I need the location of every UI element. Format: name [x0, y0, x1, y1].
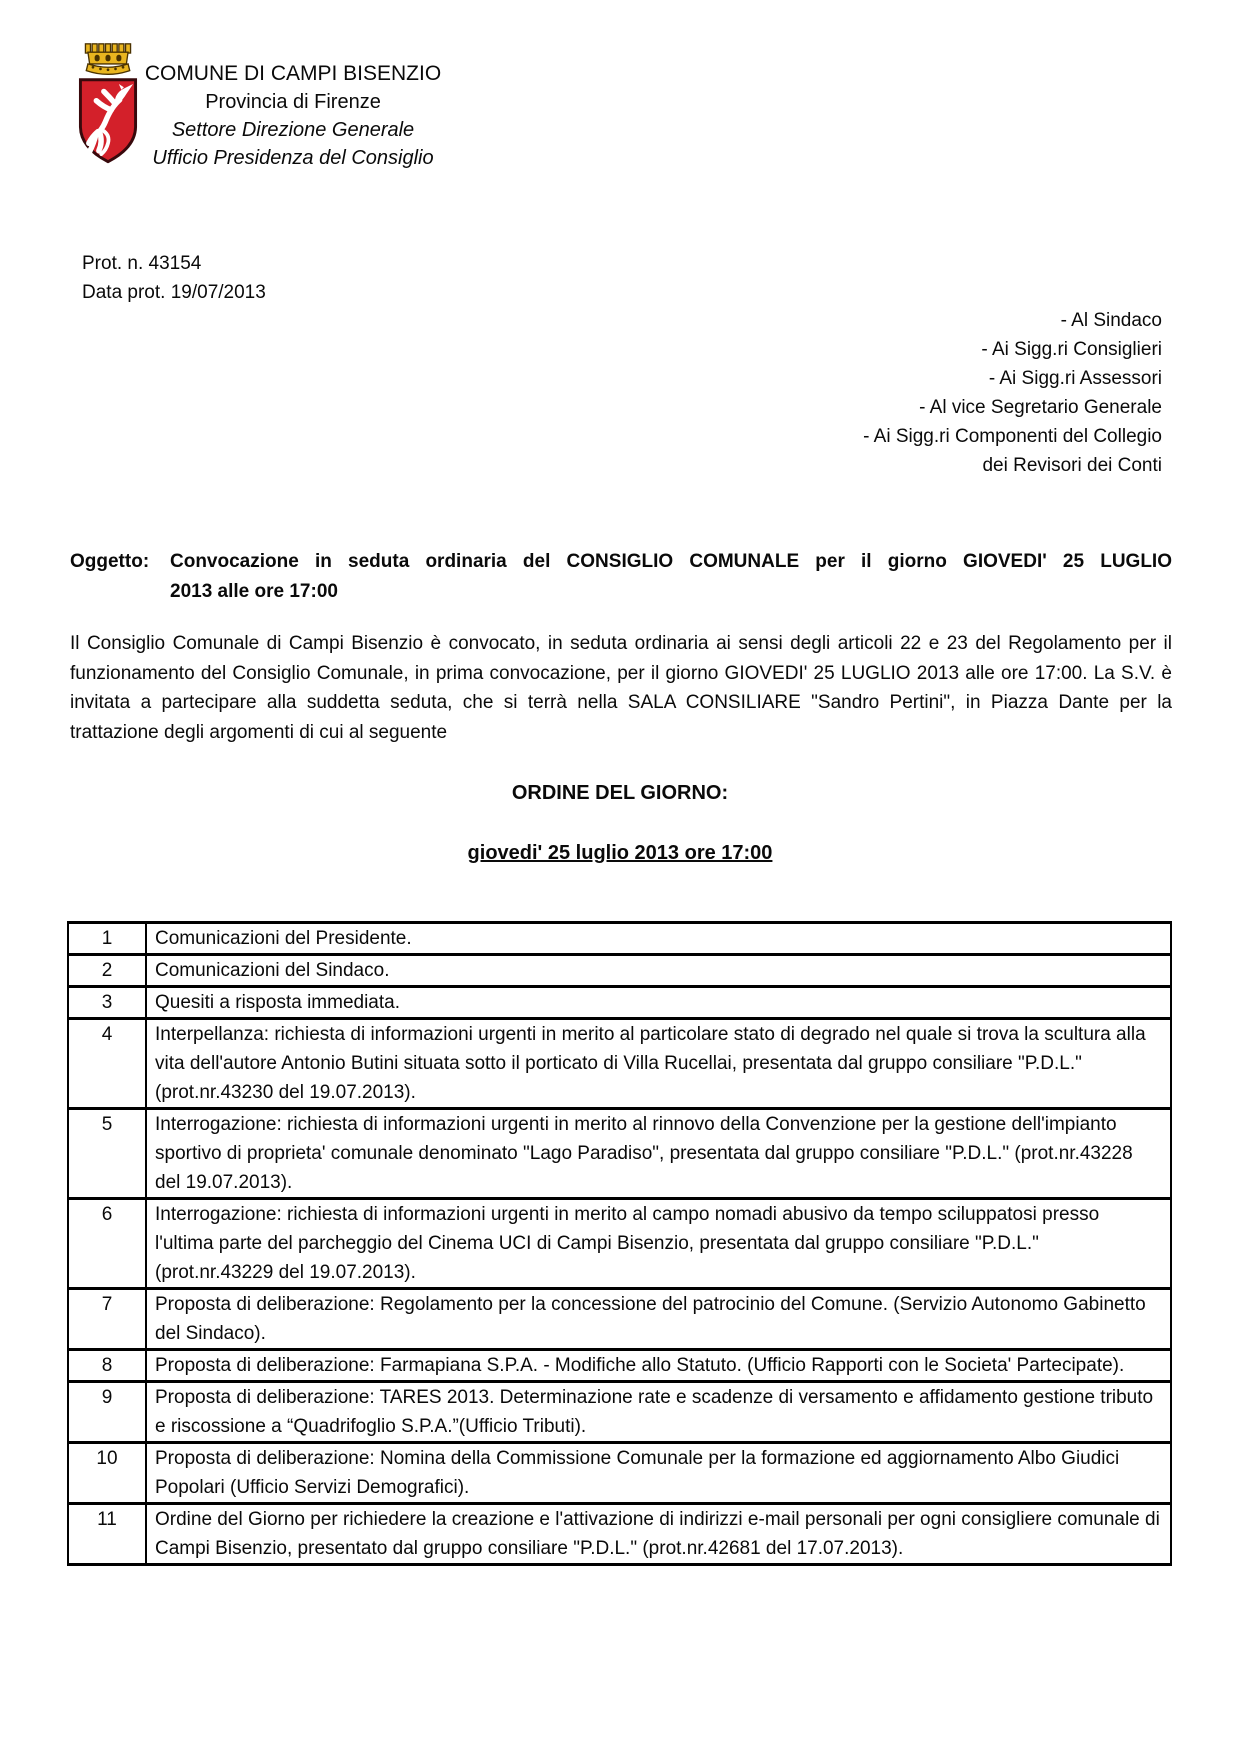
- agenda-item-number: 2: [68, 955, 146, 987]
- body-paragraph: Il Consiglio Comunale di Campi Bisenzio è convocato, in seduta ordinaria ai sensi degli articoli 22 e 23 del Regolamento per il funzionamento del Consiglio Comunale, in prima convocazione, per il giorno GIOVEDI' 25 LUGLIO 2013 alle ore 17:00. La S.V. è invitata a partecipare alla suddetta seduta, che si terrà nella SALA CONSILIARE "Sandro Pertini", in Piazza Dante per la trattazione degli argomenti di cui al seguente: [70, 633, 1172, 743]
- recipient-line: - Ai Sigg.ri Componenti del Collegio: [863, 426, 1162, 447]
- subject-text: [170, 547, 1172, 607]
- agenda-item-number: 1: [68, 923, 146, 955]
- agenda-item-text: Interrogazione: richiesta di informazioni urgenti in merito al rinnovo della Convenzione per la gestione dell'impianto sportivo di proprieta' comunale denominato "Lago Paradiso", presentata dal gruppo consiliare "P.D.L." (prot.nr.43228 del 19.07.2013).: [146, 1109, 1171, 1199]
- agenda-row: [68, 1382, 1171, 1443]
- agenda-item-text: Proposta di deliberazione: Farmapiana S.P.A. - Modifiche allo Statuto. (Ufficio Rapporti con le Societa' Partecipate).: [146, 1350, 1171, 1382]
- recipient-line: - Ai Sigg.ri Consiglieri: [981, 339, 1162, 360]
- letterhead: [138, 60, 448, 172]
- subject-line1: Convocazione in seduta ordinaria del CONSIGLIO COMUNALE per il giorno GIOVEDI' 25 LUGLIO: [170, 551, 1172, 572]
- org-name: COMUNE DI CAMPI BISENZIO: [144, 62, 442, 85]
- agenda-row: [68, 1504, 1171, 1565]
- agenda-item-number: 10: [68, 1443, 146, 1504]
- agenda-item-number: 3: [68, 987, 146, 1019]
- org-subtitle: Provincia di Firenze: [205, 91, 381, 113]
- agenda-item-text: Ordine del Giorno per richiedere la creazione e l'attivazione di indirizzi e-mail personali per ogni consigliere comunale di Campi Bisenzio, presentato dal gruppo consiliare "P.D.L." (prot.nr.42681 del 17.07.2013).: [146, 1504, 1171, 1565]
- agenda-row: [68, 987, 1171, 1019]
- agenda-row: [68, 1109, 1171, 1199]
- agenda-item-number: 9: [68, 1382, 146, 1443]
- agenda-row: [68, 1350, 1171, 1382]
- agenda-row: [68, 1199, 1171, 1289]
- subject-block: [70, 547, 1172, 607]
- agenda-row: [68, 923, 1171, 955]
- protocol-number: Prot. n. 43154: [82, 253, 202, 274]
- agenda-session-line: giovedi' 25 luglio 2013 ore 17:00: [467, 842, 773, 864]
- recipient-line: - Al vice Segretario Generale: [919, 397, 1162, 418]
- agenda-item-text: Quesiti a risposta immediata.: [146, 987, 1171, 1019]
- agenda-row: [68, 955, 1171, 987]
- agenda-item-text: Comunicazioni del Presidente.: [146, 923, 1171, 955]
- agenda-row: [68, 1443, 1171, 1504]
- recipients-block: [863, 306, 1162, 480]
- agenda-item-number: 11: [68, 1504, 146, 1565]
- recipient-line: - Ai Sigg.ri Assessori: [988, 368, 1162, 389]
- agenda-item-text: Proposta di deliberazione: Regolamento per la concessione del patrocinio del Comune. (Servizio Autonomo Gabinetto del Sindaco).: [146, 1289, 1171, 1350]
- subject-line2: 2013 alle ore 17:00: [170, 581, 338, 602]
- recipient-line: dei Revisori dei Conti: [982, 455, 1162, 476]
- protocol-block: [82, 249, 266, 307]
- org-office: Ufficio Presidenza del Consiglio: [152, 147, 434, 169]
- recipient-line: - Al Sindaco: [1060, 310, 1162, 331]
- agenda-item-number: 4: [68, 1019, 146, 1109]
- agenda-heading: ORDINE DEL GIORNO:: [511, 782, 729, 804]
- agenda-item-number: 6: [68, 1199, 146, 1289]
- agenda-row: [68, 1019, 1171, 1109]
- agenda-table: [67, 921, 1172, 1566]
- org-sector: Settore Direzione Generale: [171, 119, 415, 141]
- agenda-item-text: Proposta di deliberazione: TARES 2013. Determinazione rate e scadenze di versamento e affidamento gestione tributo e riscossione a “Quadrifoglio S.P.A.”(Ufficio Tributi).: [146, 1382, 1171, 1443]
- agenda-item-text: Comunicazioni del Sindaco.: [146, 955, 1171, 987]
- agenda-item-number: 7: [68, 1289, 146, 1350]
- protocol-date: Data prot. 19/07/2013: [82, 282, 266, 303]
- agenda-item-number: 5: [68, 1109, 146, 1199]
- agenda-row: [68, 1289, 1171, 1350]
- agenda-item-text: Interrogazione: richiesta di informazioni urgenti in merito al campo nomadi abusivo da tempo sciluppatosi presso l'ultima parte del parcheggio del Cinema UCI di Campi Bisenzio, presentata dal gruppo consiliare "P.D.L." (prot.nr.43229 del 19.07.2013).: [146, 1199, 1171, 1289]
- subject-label: Oggetto:: [70, 551, 150, 572]
- agenda-item-number: 8: [68, 1350, 146, 1382]
- agenda-item-text: Proposta di deliberazione: Nomina della Commissione Comunale per la formazione ed aggiornamento Albo Giudici Popolari (Ufficio Servizi Demografici).: [146, 1443, 1171, 1504]
- agenda-item-text: Interpellanza: richiesta di informazioni urgenti in merito al particolare stato di degrado nel quale si trova la scultura alla vita dell'autore Antonio Butini situata sotto il porticato di Villa Rucellai, presentata dal gruppo consiliare "P.D.L." (prot.nr.43230 del 19.07.2013).: [146, 1019, 1171, 1109]
